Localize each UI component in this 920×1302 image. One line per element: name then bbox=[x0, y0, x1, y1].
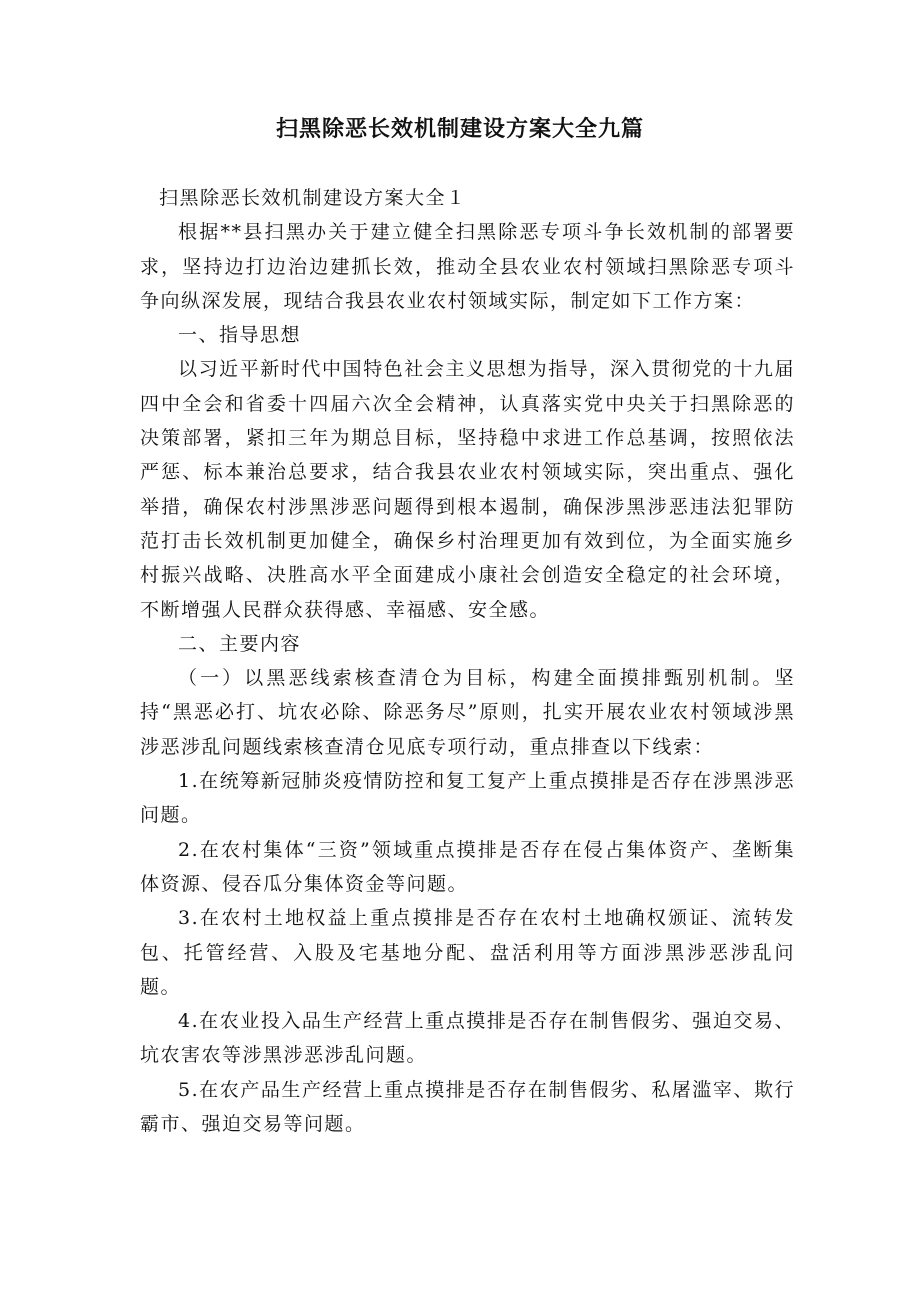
heading-main-content: 二、主要内容 bbox=[178, 632, 302, 655]
guiding-thought-paragraph: 以习近平新时代中国特色社会主义思想为指导，深入贯彻党的十九届四中全会和省委十四届六次全会精神，认真落实党中央关于扫黑除恶的决策部署，紧扣三年为期总目标，坚持稳中求进工作总基调，按照依法严惩、标本兼治总要求，结合我县农业农村领域实际，突出重点、强化举措，确保农村涉黑涉恶问题得到根本遏制，确保涉黑涉恶违法犯罪防范打击长效机制更加健全，确保乡村治理更加有效到位，为全面实施乡村振兴战略、决胜高水平全面建成小康社会创造安全稳定的社会环境，不断增强人民群众获得感、幸福感、安全感。 bbox=[140, 358, 795, 621]
heading-guiding-thought: 一、指导思想 bbox=[178, 324, 302, 347]
main-content-paragraph: （一）以黑恶线索核查清仓为目标，构建全面摸排甄别机制。坚持“黑恶必打、坑农必除、除恶务尽”原则，扎实开展农业农村领域涉黑涉恶涉乱问题线索核查清仓见底专项行动，重点排查以下线索： bbox=[140, 667, 795, 758]
document-title: 扫黑除恶长效机制建设方案大全九篇 bbox=[275, 117, 644, 142]
list-item-3: 3.在农村土地权益上重点摸排是否存在农村土地确权颁证、流转发包、托管经营、入股及宅基地分配、盘活利用等方面涉黑涉恶涉乱问题。 bbox=[140, 907, 795, 998]
list-item-2: 2.在农村集体“三资”领域重点摸排是否存在侵占集体资产、垄断集体资源、侵吞瓜分集体资金等问题。 bbox=[140, 838, 795, 895]
section-subtitle: 扫黑除恶长效机制建设方案大全１ bbox=[159, 187, 467, 209]
intro-paragraph: 根据**县扫黑办关于建立健全扫黑除恶专项斗争长效机制的部署要求，坚持边打边治边建抓长效，推动全县农业农村领域扫黑除恶专项斗争向纵深发展，现结合我县农业农村领域实际，制定如下工作方案： bbox=[140, 221, 795, 312]
document-body bbox=[140, 181, 795, 1141]
list-item-1: 1.在统筹新冠肺炎疫情防控和复工复产上重点摸排是否存在涉黑涉恶问题。 bbox=[140, 770, 795, 827]
list-item-5: 5.在农产品生产经营上重点摸排是否存在制售假劣、私屠滥宰、欺行霸市、强迫交易等问题。 bbox=[140, 1078, 795, 1136]
list-item-4: 4.在农业投入品生产经营上重点摸排是否存在制售假劣、强迫交易、坑农害农等涉黑涉恶涉乱问题。 bbox=[140, 1010, 795, 1067]
